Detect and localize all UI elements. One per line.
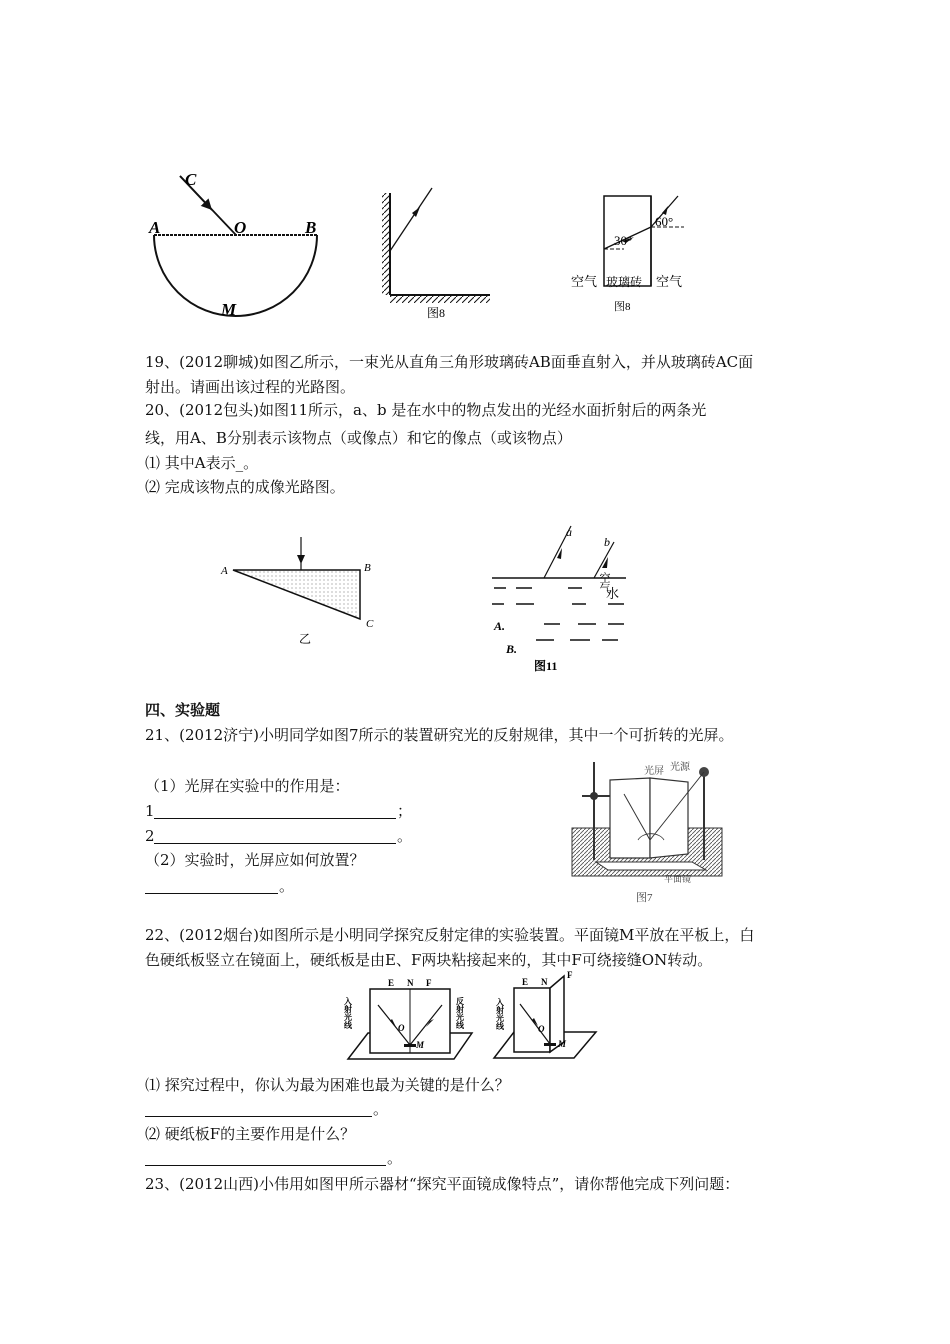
reflection-board-figure-1 — [334, 975, 480, 1065]
ray-a-label: a — [566, 525, 572, 539]
q19-line1: 19、(2012聊城)如图乙所示，一束光从直角三角形玻璃砖AB面垂直射入，并从玻璃砖AC面 — [145, 353, 754, 371]
q22-answer-blank-1[interactable] — [145, 1116, 372, 1117]
triangle-figure — [215, 535, 385, 650]
semicircle-figure — [140, 165, 330, 330]
q21-sub1: （1）光屏在实验中的作用是： — [145, 777, 350, 795]
q19-line2: 射出。请画出该过程的光路图。 — [145, 378, 356, 396]
board2-e: E — [522, 977, 529, 987]
air-right: 空气 — [656, 274, 683, 289]
label-a: A — [149, 218, 161, 237]
water-refraction-figure — [486, 520, 632, 675]
board1-incident: 入射光线 — [343, 997, 353, 1029]
tri-label-a: A — [221, 565, 228, 577]
q22-sub2: ⑵ 硬纸板F的主要作用是什么？ — [145, 1125, 356, 1143]
tri-caption: 乙 — [299, 632, 312, 646]
q21-answer-blank-3[interactable] — [145, 893, 278, 894]
fig8-caption-a: 图8 — [427, 306, 446, 320]
mirror-label: 平面镜 — [664, 874, 692, 884]
q21-line1: 21、(2012济宁)小明同学如图7所示的装置研究光的反射规律，其中一个可折转的光屏。 — [145, 726, 734, 744]
q22-line1: 22、(2012烟台)如图所示是小明同学探究反射定律的实验装置。平面镜M平放在平板上，白 — [145, 926, 755, 944]
q21-answer-blank-2[interactable] — [154, 843, 396, 844]
fig8-caption-b: 图8 — [614, 301, 631, 313]
board2-o: O — [538, 1024, 545, 1034]
q21-answer-blank-1[interactable] — [154, 818, 396, 819]
section-heading: 四、实验题 — [145, 701, 221, 719]
q21-blank2-num: 2 — [145, 827, 155, 845]
air-label: 空气 — [598, 572, 610, 594]
screen-label: 光屏 — [644, 766, 664, 777]
air-left: 空气 — [571, 274, 598, 289]
q21-sub2: （2）实验时，光屏应如何放置？ — [145, 851, 365, 869]
q21-blank1-num: 1 — [145, 802, 155, 820]
board2-n: N — [541, 977, 548, 987]
label-m: M — [221, 300, 237, 319]
water-label: 水 — [606, 586, 620, 601]
q20-sub2: ⑵ 完成该物点的成像光路图。 — [145, 478, 345, 496]
reflection-board-figure-2 — [488, 970, 604, 1064]
angle-60: 60° — [655, 214, 674, 229]
q20-line2: 线，用A、B分别表示该物点（或像点）和它的像点（或该物点） — [145, 429, 572, 447]
q20-line1: 20、(2012包头)如图11所示，a、b 是在水中的物点发出的光经水面折射后的两条光 — [145, 401, 707, 419]
board1-e: E — [388, 978, 395, 988]
q21-blank2-end: 。 — [397, 827, 413, 845]
tri-label-c: C — [366, 618, 374, 630]
point-b-label: B. — [506, 642, 518, 656]
corner-mirror-figure — [372, 183, 498, 323]
q22-line2: 色硬纸板竖立在镜面上，硬纸板是由E、F两块粘接起来的，其中F可绕接缝ON转动。 — [145, 951, 713, 969]
glass-block-figure — [566, 190, 696, 315]
board2-f: F — [567, 970, 573, 980]
angle-30: 30° — [614, 233, 633, 248]
board1-reflected: 反射光线 — [455, 997, 465, 1029]
q22-sub1: ⑴ 探究过程中，你认为最为困难也最为关键的是什么？ — [145, 1076, 510, 1094]
board1-m: M — [416, 1040, 425, 1050]
ray-b-label: b — [604, 535, 610, 549]
q22-answer-blank-2[interactable] — [145, 1165, 386, 1166]
board1-n: N — [407, 978, 414, 988]
glass-label: 玻璃砖 — [606, 275, 643, 289]
board1-f: F — [426, 978, 432, 988]
fig7-caption: 图7 — [636, 892, 653, 904]
source-label: 光源 — [670, 762, 690, 773]
label-b: B — [305, 218, 317, 237]
tri-label-b: B — [364, 562, 371, 574]
q22-blank2-end: 。 — [387, 1149, 403, 1167]
fold-screen-apparatus-figure — [568, 758, 734, 906]
board2-m: M — [558, 1039, 567, 1049]
fig11-caption: 图11 — [534, 659, 558, 673]
q20-sub1: ⑴ 其中A表示_。 — [145, 454, 259, 472]
board1-o: O — [398, 1023, 405, 1033]
point-a-label: A. — [494, 619, 506, 633]
board2-incident: 入射光线 — [495, 998, 505, 1030]
q23-line1: 23、(2012山西)小伟用如图甲所示器材“探究平面镜成像特点”，请你帮他完成下列问题： — [145, 1175, 740, 1193]
q21-blank3-end: 。 — [279, 877, 295, 895]
q22-blank1-end: 。 — [373, 1100, 389, 1118]
label-c: C — [185, 170, 197, 189]
q21-blank1-end: ； — [397, 802, 413, 820]
label-o: O — [234, 218, 247, 237]
